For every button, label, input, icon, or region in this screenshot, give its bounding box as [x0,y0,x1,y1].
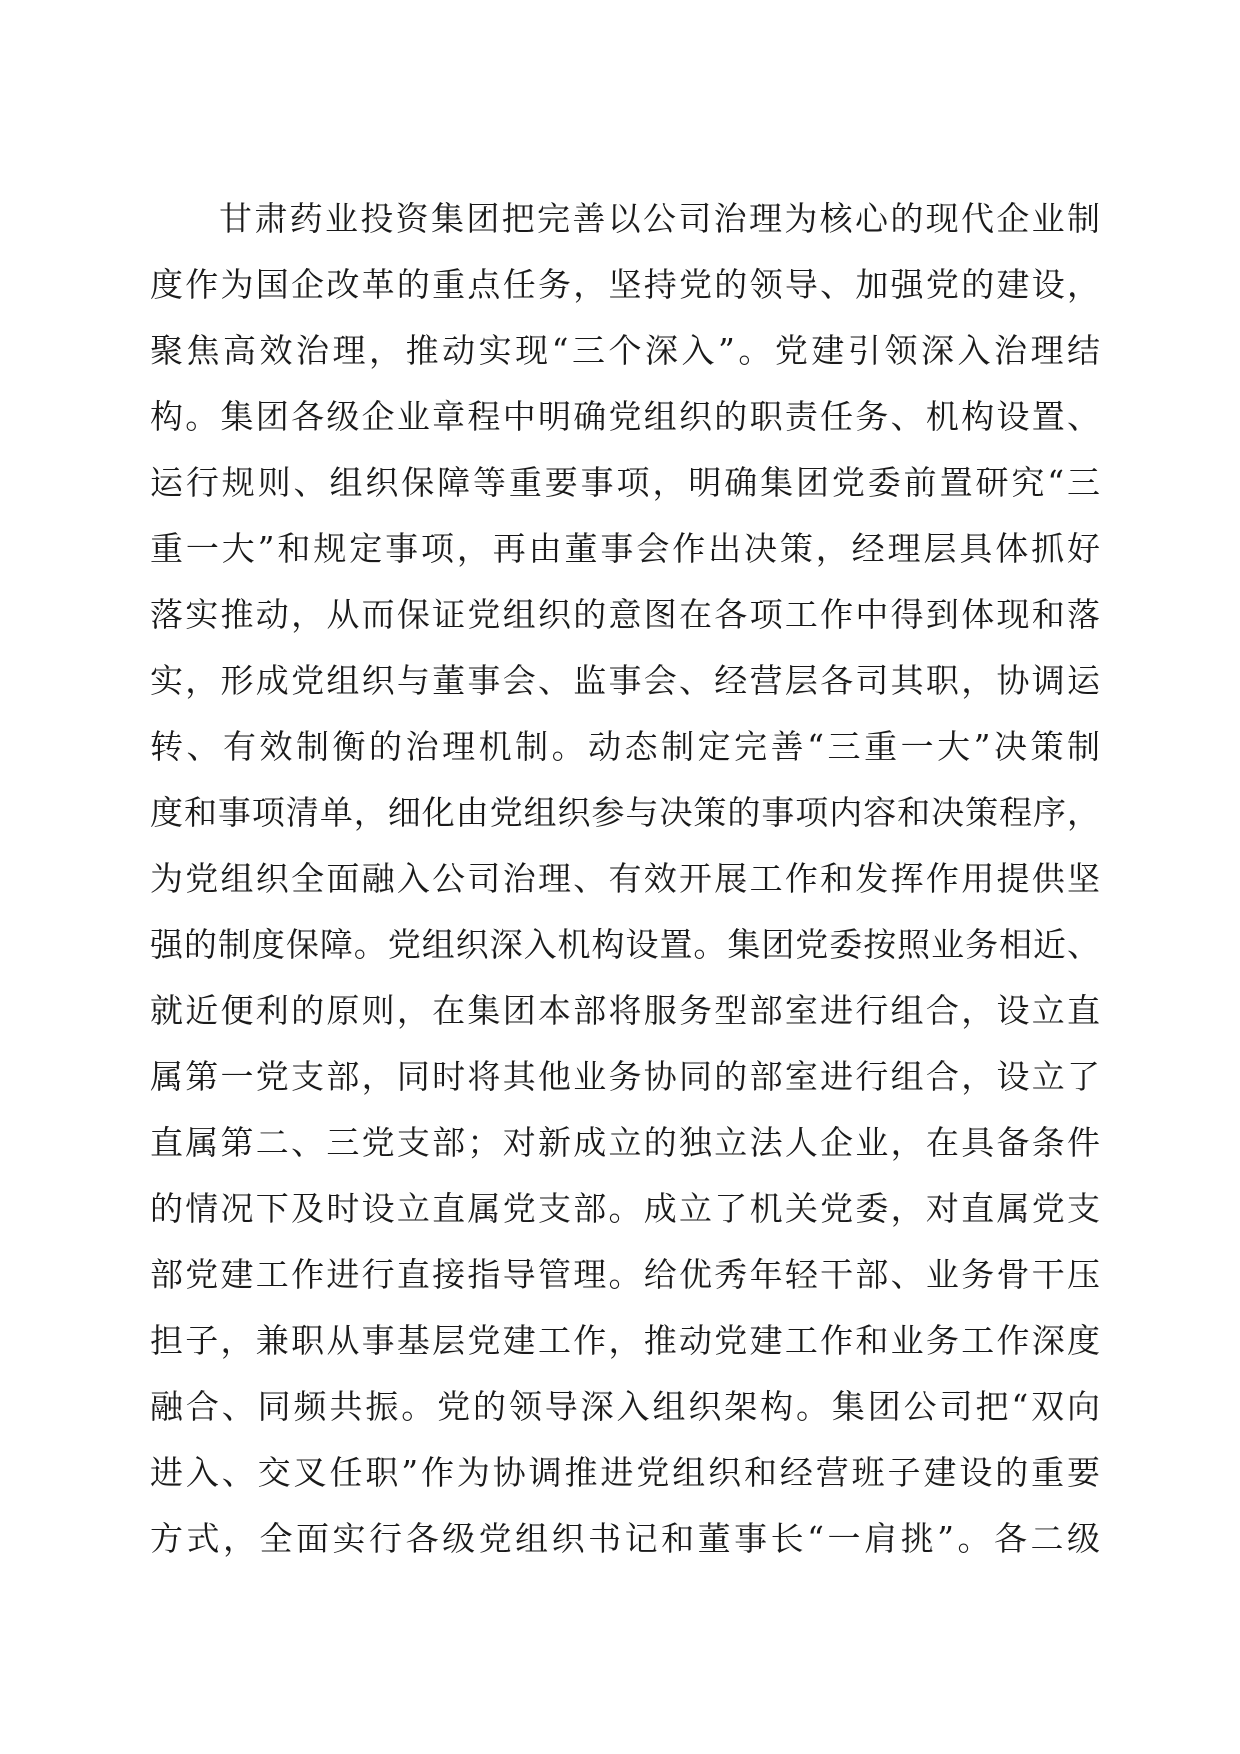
text-line: 担子，兼职从事基层党建工作，推动党建工作和业务工作深度 [150,1321,1100,1360]
text-line: 的情况下及时设立直属党支部。成立了机关党委，对直属党支 [150,1189,1100,1228]
text-line: 进入、交叉任职”作为协调推进党组织和经营班子建设的重要 [150,1453,1100,1492]
text-line: 方式，全面实行各级党组织书记和董事长“一肩挑”。各二级 [150,1519,1100,1558]
text-line: 实，形成党组织与董事会、监事会、经营层各司其职，协调运 [150,661,1100,700]
text-line: 就近便利的原则，在集团本部将服务型部室进行组合，设立直 [150,991,1100,1030]
text-line: 为党组织全面融入公司治理、有效开展工作和发挥作用提供坚 [150,859,1100,898]
text-line: 融合、同频共振。党的领导深入组织架构。集团公司把“双向 [150,1387,1100,1426]
text-line: 强的制度保障。党组织深入机构设置。集团党委按照业务相近、 [150,925,1100,964]
text-line: 构。集团各级企业章程中明确党组织的职责任务、机构设置、 [150,397,1100,436]
text-line: 度作为国企改革的重点任务，坚持党的领导、加强党的建设， [150,265,1100,304]
text-line: 重一大”和规定事项，再由董事会作出决策，经理层具体抓好 [150,529,1100,568]
body-paragraph [150,186,1100,1572]
text-line: 落实推动，从而保证党组织的意图在各项工作中得到体现和落 [150,595,1100,634]
text-line: 直属第二、三党支部；对新成立的独立法人企业，在具备条件 [150,1123,1100,1162]
text-line: 甘肃药业投资集团把完善以公司治理为核心的现代企业制 [219,199,1100,238]
text-line: 部党建工作进行直接指导管理。给优秀年轻干部、业务骨干压 [150,1255,1100,1294]
text-line: 转、有效制衡的治理机制。动态制定完善“三重一大”决策制 [150,727,1100,766]
text-line: 属第一党支部，同时将其他业务协同的部室进行组合，设立了 [150,1057,1100,1096]
text-line: 运行规则、组织保障等重要事项，明确集团党委前置研究“三 [150,463,1100,502]
text-line: 聚焦高效治理，推动实现“三个深入”。党建引领深入治理结 [150,331,1100,370]
text-line: 度和事项清单，细化由党组织参与决策的事项内容和决策程序， [150,793,1100,832]
